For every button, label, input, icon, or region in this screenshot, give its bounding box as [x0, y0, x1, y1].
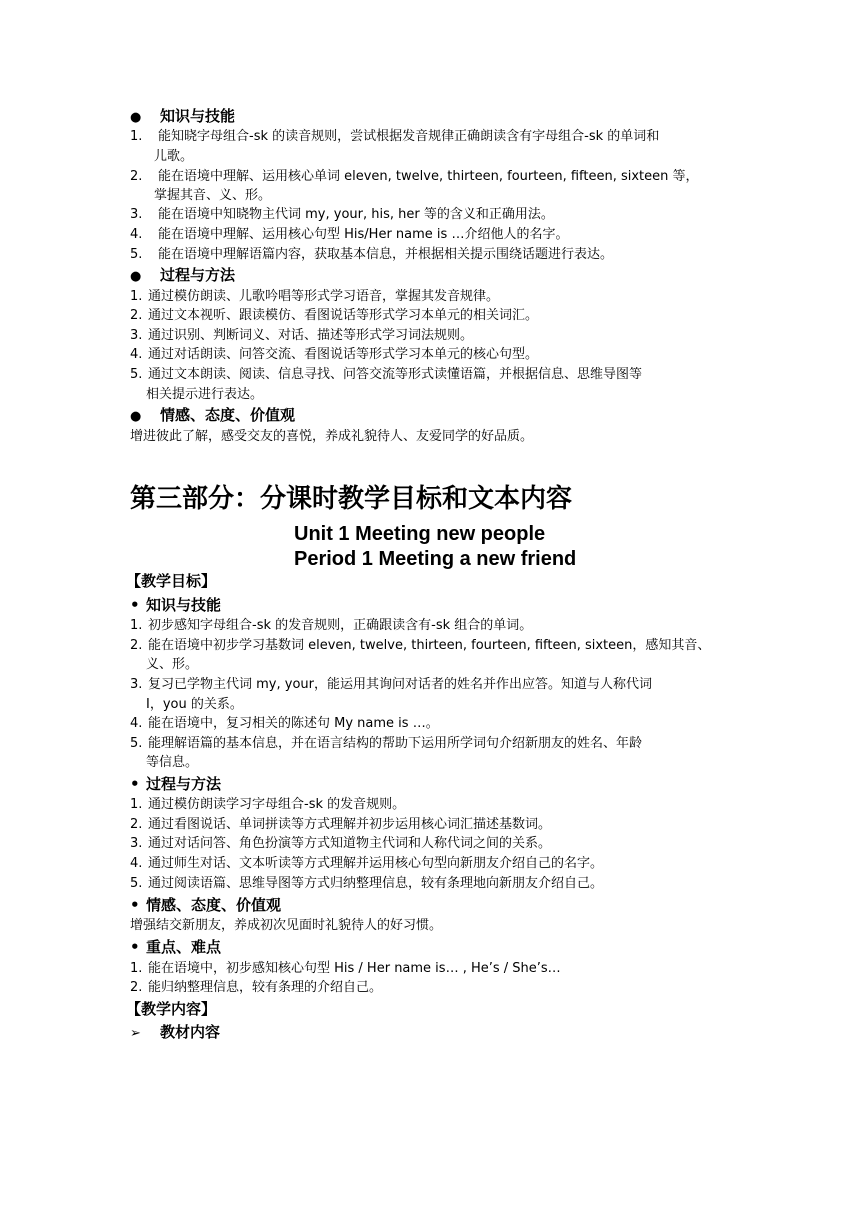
list-item: 5. 通过文本朗读、阅读、信息寻找、问答交流等形式读懂语篇，并根据信息、思维导图等 [130, 367, 643, 382]
list-item: 1. 通过模仿朗读学习字母组合-sk 的发音规则。 [130, 797, 406, 812]
list-item: 5. 能在语境中理解语篇内容，获取基本信息，并根据相关提示围绕话题进行表达。 [130, 247, 614, 262]
paragraph: 增强结交新朋友，养成初次见面时礼貌待人的好习惯。 [130, 918, 443, 933]
bullet-icon: ● [130, 269, 142, 284]
bullet-icon: • [130, 775, 140, 793]
section-heading-knowledge: • 知识与技能 [130, 596, 222, 614]
section-heading-material: ➢ 教材内容 [130, 1022, 220, 1044]
section-heading-knowledge: ● 知识与技能 [130, 106, 235, 128]
list-item: 2. 通过看图说话、单词拼读等方式理解并初步运用核心词汇描述基数词。 [130, 817, 552, 832]
bullet-icon: ● [130, 409, 142, 424]
bullet-icon: ● [130, 110, 142, 125]
list-item: 4. 通过师生对话、文本听读等方式理解并运用核心句型向新朋友介绍自己的名字。 [130, 856, 604, 871]
list-item: 5. 通过阅读语篇、思维导图等方式归纳整理信息，较有条理地向新朋友介绍自己。 [130, 876, 604, 891]
section-heading-key-points: • 重点、难点 [130, 938, 222, 956]
list-item: 2. 能归纳整理信息，较有条理的介绍自己。 [130, 980, 383, 995]
list-item: 4. 通过对话朗读、问答交流、看图说话等形式学习本单元的核心句型。 [130, 347, 539, 362]
list-item: 4. 能在语境中，复习相关的陈述句 My name is …。 [130, 716, 439, 731]
list-item: 3. 能在语境中知晓物主代词 my, your, his, her 等的含义和正确用法。 [130, 207, 554, 222]
list-item-continuation: 掌握其音、义、形。 [154, 188, 272, 203]
section-heading-process: ● 过程与方法 [130, 265, 235, 287]
list-item: 1. 初步感知字母组合-sk 的发音规则，正确跟读含有-sk 组合的单词。 [130, 618, 533, 633]
bullet-icon: • [130, 596, 140, 614]
list-item: 4. 能在语境中理解、运用核心句型 His/Her name is …介绍他人的名字。 [130, 227, 569, 242]
page-title: 第三部分：分课时教学目标和文本内容 [130, 484, 573, 514]
list-item: 5. 能理解语篇的基本信息，并在语言结构的帮助下运用所学词句介绍新朋友的姓名、年龄 [130, 736, 643, 751]
list-item: 2. 能在语境中理解、运用核心单词 eleven, twelve, thirteen, fourteen, fifteen, sixteen 等， [130, 169, 699, 184]
list-item-continuation: 相关提示进行表达。 [146, 387, 264, 402]
bullet-icon: • [130, 938, 140, 956]
list-item: 3. 通过识别、判断词义、对话、描述等形式学习词法规则。 [130, 328, 474, 343]
content-label: 【教学内容】 [126, 1000, 217, 1018]
goals-label: 【教学目标】 [126, 572, 217, 590]
list-item-continuation: 等信息。 [146, 755, 199, 770]
list-item: 1. 通过模仿朗读、儿歌吟唱等形式学习语音，掌握其发音规律。 [130, 289, 500, 304]
section-heading-emotion: ● 情感、态度、价值观 [130, 405, 295, 427]
period-title: Period 1 Meeting a new friend [294, 548, 577, 570]
list-item: 3. 通过对话问答、角色扮演等方式知道物主代词和人称代词之间的关系。 [130, 836, 552, 851]
list-item-continuation: 儿歌。 [154, 149, 194, 164]
section-heading-emotion: • 情感、态度、价值观 [130, 896, 282, 914]
list-item: 1. 能知晓字母组合-sk 的读音规则，尝试根据发音规律正确朗读含有字母组合-sk 的单词和 [130, 129, 660, 144]
list-item: 2. 能在语境中初步学习基数词 eleven, twelve, thirteen, fourteen, fifteen, sixteen，感知其音、 [130, 638, 711, 653]
arrow-bullet-icon: ➢ [130, 1026, 141, 1041]
unit-title: Unit 1 Meeting new people [294, 523, 546, 545]
list-item-continuation: I，you 的关系。 [146, 697, 243, 712]
paragraph: 增进彼此了解，感受交友的喜悦，养成礼貌待人、友爱同学的好品质。 [130, 429, 534, 444]
list-item: 1. 能在语境中，初步感知核心句型 His / Her name is… , He’s / She’s… [130, 961, 561, 976]
list-item: 3. 复习已学物主代词 my, your，能运用其询问对话者的姓名并作出应答。知道与人称代词 [130, 677, 652, 692]
list-item-continuation: 义、形。 [146, 657, 199, 672]
bullet-icon: • [130, 896, 140, 914]
list-item: 2. 通过文本视听、跟读模仿、看图说话等形式学习本单元的相关词汇。 [130, 308, 539, 323]
section-heading-process: • 过程与方法 [130, 775, 222, 793]
